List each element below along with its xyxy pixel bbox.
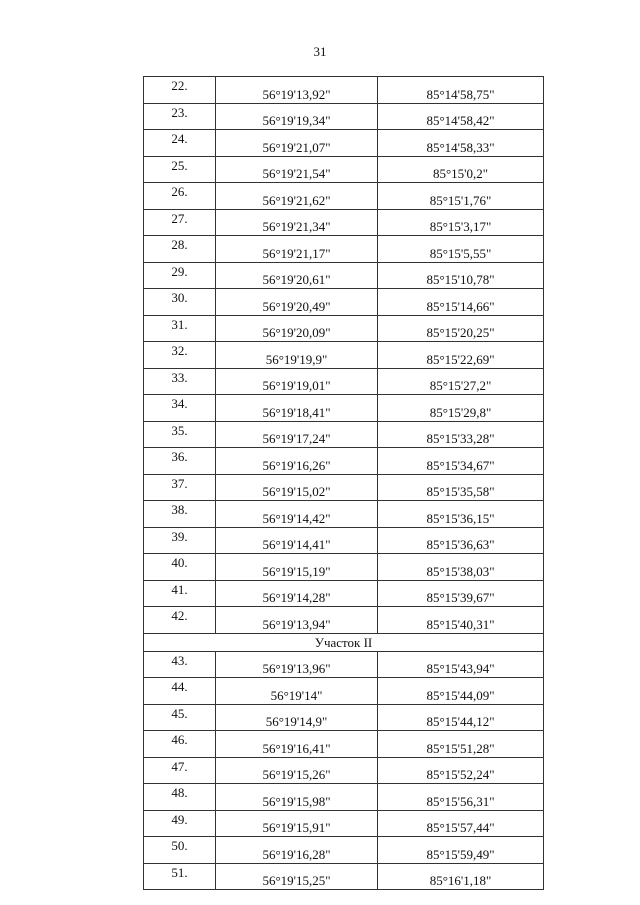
latitude-cell: 56°19'21,34" [216,209,378,236]
point-number: 35. [144,421,216,448]
latitude-cell: 56°19'14,42" [216,501,378,528]
section-header-row [144,633,544,651]
latitude-cell: 56°19'21,07" [216,130,378,157]
latitude-cell: 56°19'18,41" [216,395,378,422]
longitude-cell: 85°15'1,76" [378,183,544,210]
point-number: 45. [144,704,216,731]
table-row [144,315,544,342]
latitude-cell: 56°19'15,98" [216,784,378,811]
table-row [144,236,544,263]
latitude-cell: 56°19'19,34" [216,103,378,130]
table-row [144,837,544,864]
table-row [144,863,544,890]
longitude-cell: 85°15'33,28" [378,421,544,448]
latitude-cell: 56°19'20,49" [216,289,378,316]
latitude-cell: 56°19'14,41" [216,527,378,554]
table-row [144,421,544,448]
point-number: 25. [144,156,216,183]
point-number: 22. [144,77,216,104]
point-number: 24. [144,130,216,157]
point-number: 30. [144,289,216,316]
latitude-cell: 56°19'16,41" [216,731,378,758]
latitude-cell: 56°19'20,61" [216,262,378,289]
longitude-cell: 85°15'43,94" [378,651,544,678]
latitude-cell: 56°19'15,91" [216,810,378,837]
point-number: 28. [144,236,216,263]
point-number: 51. [144,863,216,890]
latitude-cell: 56°19'13,92" [216,77,378,104]
table-row [144,130,544,157]
longitude-cell: 85°15'39,67" [378,580,544,607]
longitude-cell: 85°15'51,28" [378,731,544,758]
point-number: 49. [144,810,216,837]
longitude-cell: 85°15'38,03" [378,554,544,581]
latitude-cell: 56°19'15,02" [216,474,378,501]
table-row [144,103,544,130]
longitude-cell: 85°15'44,12" [378,704,544,731]
latitude-cell: 56°19'14" [216,678,378,705]
table-row [144,527,544,554]
longitude-cell: 85°15'34,67" [378,448,544,475]
point-number: 47. [144,757,216,784]
table-row [144,784,544,811]
point-number: 32. [144,342,216,369]
longitude-cell: 85°15'27,2" [378,368,544,395]
point-number: 27. [144,209,216,236]
point-number: 31. [144,315,216,342]
coordinates-table-body [144,77,544,890]
latitude-cell: 56°19'13,94" [216,607,378,634]
latitude-cell: 56°19'15,19" [216,554,378,581]
table-row [144,342,544,369]
point-number: 36. [144,448,216,475]
point-number: 29. [144,262,216,289]
latitude-cell: 56°19'15,26" [216,757,378,784]
table-row [144,474,544,501]
point-number: 38. [144,501,216,528]
point-number: 46. [144,731,216,758]
longitude-cell: 85°15'3,17" [378,209,544,236]
table-row [144,704,544,731]
point-number: 44. [144,678,216,705]
point-number: 39. [144,527,216,554]
latitude-cell: 56°19'21,62" [216,183,378,210]
coordinates-table [143,76,544,890]
longitude-cell: 85°16'1,18" [378,863,544,890]
table-row [144,183,544,210]
point-number: 43. [144,651,216,678]
latitude-cell: 56°19'14,28" [216,580,378,607]
latitude-cell: 56°19'14,9" [216,704,378,731]
latitude-cell: 56°19'16,26" [216,448,378,475]
longitude-cell: 85°15'52,24" [378,757,544,784]
table-row [144,651,544,678]
longitude-cell: 85°15'10,78" [378,262,544,289]
longitude-cell: 85°15'14,66" [378,289,544,316]
longitude-cell: 85°15'22,69" [378,342,544,369]
table-row [144,262,544,289]
table-row [144,368,544,395]
longitude-cell: 85°15'5,55" [378,236,544,263]
longitude-cell: 85°15'56,31" [378,784,544,811]
latitude-cell: 56°19'19,01" [216,368,378,395]
table-row [144,554,544,581]
latitude-cell: 56°19'13,96" [216,651,378,678]
point-number: 33. [144,368,216,395]
point-number: 41. [144,580,216,607]
longitude-cell: 85°15'35,58" [378,474,544,501]
point-number: 40. [144,554,216,581]
latitude-cell: 56°19'19,9" [216,342,378,369]
table-row [144,77,544,104]
latitude-cell: 56°19'21,17" [216,236,378,263]
latitude-cell: 56°19'17,24" [216,421,378,448]
longitude-cell: 85°15'40,31" [378,607,544,634]
latitude-cell: 56°19'21,54" [216,156,378,183]
table-row [144,156,544,183]
longitude-cell: 85°15'36,63" [378,527,544,554]
longitude-cell: 85°14'58,42" [378,103,544,130]
table-row [144,448,544,475]
point-number: 26. [144,183,216,210]
point-number: 34. [144,395,216,422]
longitude-cell: 85°15'20,25" [378,315,544,342]
table-row [144,757,544,784]
table-row [144,580,544,607]
table-row [144,607,544,634]
point-number: 23. [144,103,216,130]
longitude-cell: 85°15'36,15" [378,501,544,528]
longitude-cell: 85°15'57,44" [378,810,544,837]
latitude-cell: 56°19'15,25" [216,863,378,890]
page-number: 31 [313,44,327,59]
section-label: Участок II [144,633,544,651]
point-number: 37. [144,474,216,501]
table-row [144,731,544,758]
point-number: 50. [144,837,216,864]
table-row [144,289,544,316]
table-row [144,395,544,422]
table-row [144,209,544,236]
longitude-cell: 85°14'58,75" [378,77,544,104]
longitude-cell: 85°14'58,33" [378,130,544,157]
point-number: 42. [144,607,216,634]
table-row [144,501,544,528]
longitude-cell: 85°15'0,2" [378,156,544,183]
longitude-cell: 85°15'59,49" [378,837,544,864]
latitude-cell: 56°19'16,28" [216,837,378,864]
latitude-cell: 56°19'20,09" [216,315,378,342]
table-row [144,810,544,837]
table-row [144,678,544,705]
longitude-cell: 85°15'44,09" [378,678,544,705]
point-number: 48. [144,784,216,811]
longitude-cell: 85°15'29,8" [378,395,544,422]
